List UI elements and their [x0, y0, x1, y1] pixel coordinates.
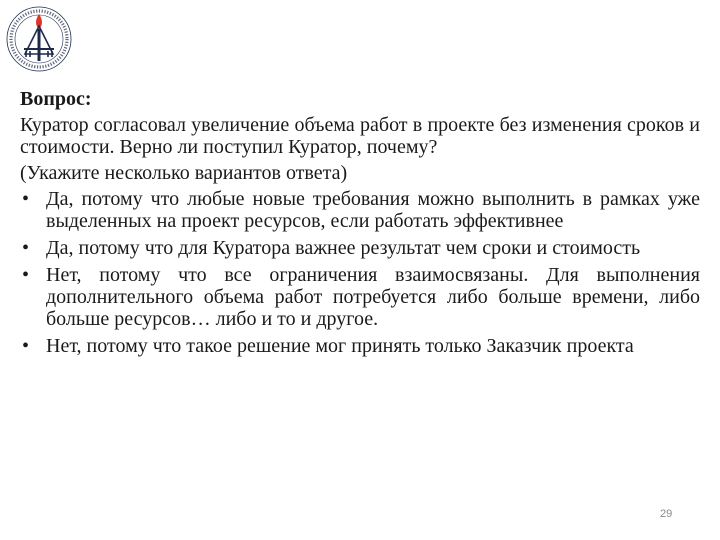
answer-option: [20, 188, 700, 232]
question-text: Куратор согласовал увеличение объема работ в проекте без изменения сроков и стоимости. Верно ли поступил Куратор, почему?: [20, 114, 700, 158]
bullet-icon: •: [22, 237, 30, 259]
question-note: (Укажите несколько вариантов ответа): [20, 162, 348, 184]
answer-text: Нет, потому что все ограничения взаимосвязаны. Для выполнения дополнительного объема работ потребуется либо больше времени, либо больше ресурсов… либо и то и другое.: [46, 264, 700, 330]
bullet-icon: •: [22, 335, 30, 357]
answer-option: [20, 264, 700, 330]
page-number: 29: [660, 508, 673, 520]
logo-emblem-icon: [4, 4, 74, 74]
bullet-icon: •: [22, 264, 30, 286]
answer-text: Да, потому что для Куратора важнее результат чем сроки и стоимость: [46, 237, 641, 259]
question-slide: [20, 88, 700, 362]
question-label: Вопрос:: [20, 88, 92, 110]
answer-option: [20, 335, 700, 357]
answer-option: [20, 237, 700, 259]
answer-list: [20, 188, 700, 357]
bullet-icon: •: [22, 188, 30, 210]
university-logo: [4, 4, 74, 74]
answer-text: Нет, потому что такое решение мог принять только Заказчик проекта: [46, 335, 634, 357]
answer-text: Да, потому что любые новые требования можно выполнить в рамках уже выделенных на проект ресурсов, если работать эффективнее: [46, 188, 700, 232]
